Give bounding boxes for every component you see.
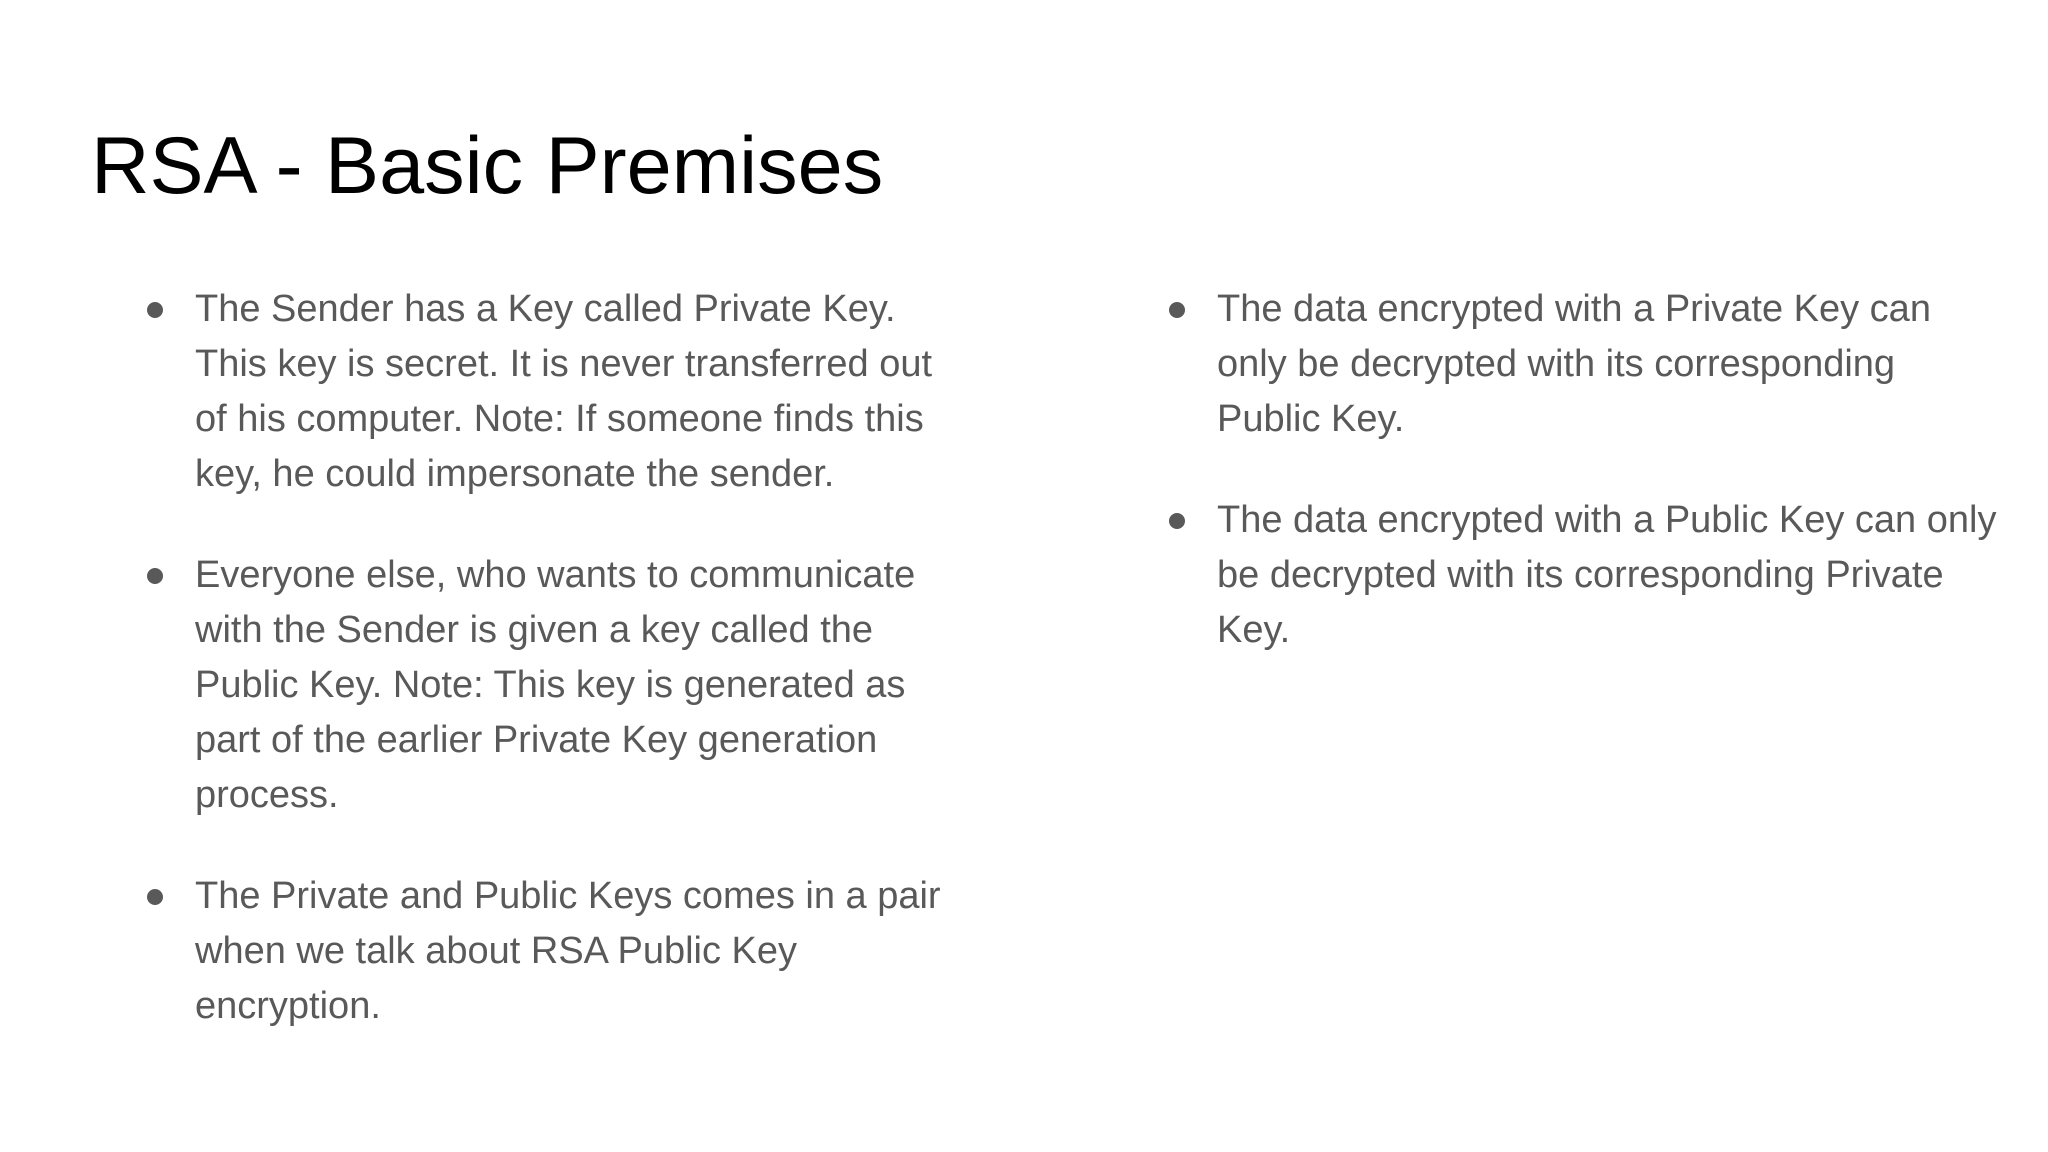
bullet-dot-icon	[1169, 513, 1185, 529]
left-bullet-list	[140, 282, 960, 1080]
bullet-dot-icon	[1169, 302, 1185, 318]
bullet-text: The data encrypted with a Private Key can only be decrypted with its corresponding Public Key.	[1217, 288, 1931, 440]
bullet-text: Everyone else, who wants to communicate with the Sender is given a key called the Public Key. Note: This key is generated as part of the earlier Private Key generation process.	[195, 554, 916, 816]
bullet-text: The data encrypted with a Public Key can only be decrypted with its corresponding Private Key.	[1217, 499, 1997, 651]
bullet-text: The Sender has a Key called Private Key. This key is secret. It is never transferred out of his computer. Note: If someone finds this key, he could impersonate the sender.	[195, 288, 933, 495]
right-bullet-list	[1162, 282, 2002, 704]
bullet-dot-icon	[147, 568, 163, 584]
bullet-item-key-pair	[140, 869, 960, 1034]
slide-title: RSA - Basic Premises	[91, 121, 884, 211]
bullet-item-public-encryption	[1162, 493, 2002, 658]
bullet-dot-icon	[147, 889, 163, 905]
bullet-text: The Private and Public Keys comes in a pair when we talk about RSA Public Key encryption.	[195, 875, 941, 1027]
bullet-item-public-key	[140, 548, 960, 823]
bullet-item-private-key	[140, 282, 960, 502]
bullet-dot-icon	[147, 302, 163, 318]
bullet-item-private-encryption	[1162, 282, 2002, 447]
